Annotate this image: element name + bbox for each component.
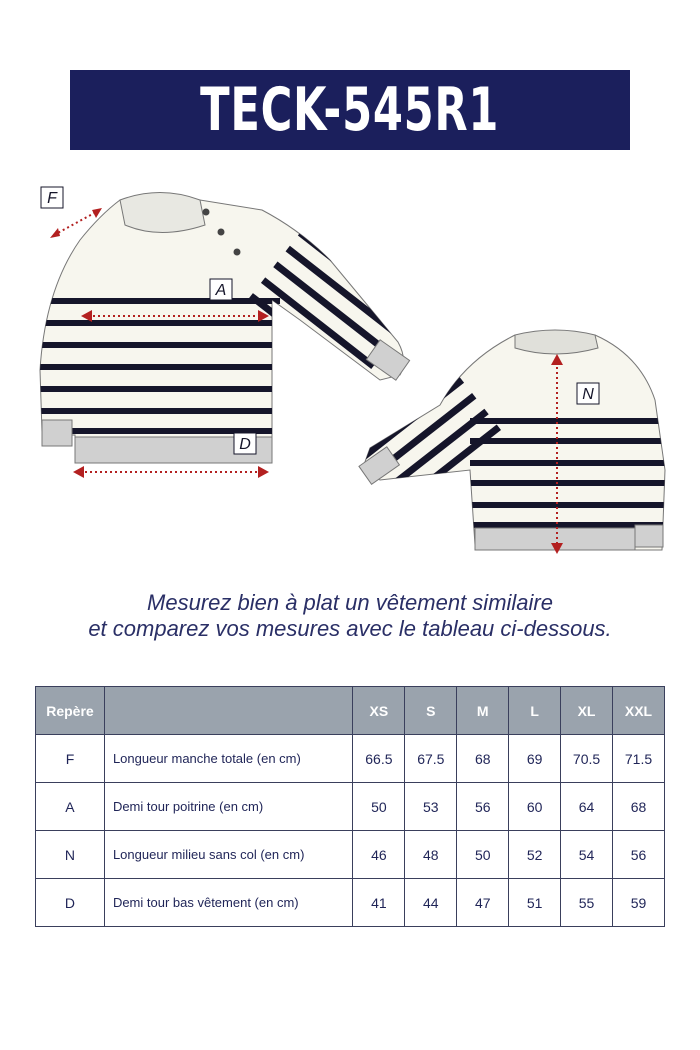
row-value: 67.5 — [405, 735, 457, 783]
marker-f: F — [47, 190, 57, 207]
row-value: 54 — [561, 831, 613, 879]
row-repere: A — [36, 783, 105, 831]
measurement-instructions — [0, 590, 700, 642]
header-size: S — [405, 687, 457, 735]
row-value: 48 — [405, 831, 457, 879]
header-label — [104, 687, 352, 735]
table-row — [36, 783, 665, 831]
row-repere: D — [36, 879, 105, 927]
header-size: XXL — [613, 687, 665, 735]
row-value: 52 — [509, 831, 561, 879]
row-value: 59 — [613, 879, 665, 927]
header-size: M — [457, 687, 509, 735]
row-value: 55 — [561, 879, 613, 927]
row-value: 68 — [457, 735, 509, 783]
sweater-illustration — [0, 170, 700, 570]
row-repere: F — [36, 735, 105, 783]
row-value: 56 — [613, 831, 665, 879]
marker-a: A — [215, 282, 227, 299]
row-value: 64 — [561, 783, 613, 831]
row-value: 47 — [457, 879, 509, 927]
row-value: 56 — [457, 783, 509, 831]
row-repere: N — [36, 831, 105, 879]
row-label: Longueur manche totale (en cm) — [104, 735, 352, 783]
row-value: 50 — [457, 831, 509, 879]
row-value: 41 — [353, 879, 405, 927]
row-label: Demi tour bas vêtement (en cm) — [104, 879, 352, 927]
row-value: 44 — [405, 879, 457, 927]
header-size: L — [509, 687, 561, 735]
table-header-row — [36, 687, 665, 735]
row-value: 66.5 — [353, 735, 405, 783]
marker-n: N — [582, 386, 594, 403]
instructions-line-2: et comparez vos mesures avec le tableau ci-dessous. — [88, 616, 612, 641]
instructions-line-1: Mesurez bien à plat un vêtement similaire — [147, 590, 553, 615]
table-row — [36, 735, 665, 783]
header-size: XL — [561, 687, 613, 735]
row-value: 51 — [509, 879, 561, 927]
row-value: 71.5 — [613, 735, 665, 783]
row-value: 53 — [405, 783, 457, 831]
size-table — [35, 686, 665, 927]
row-value: 69 — [509, 735, 561, 783]
marker-d: D — [239, 436, 251, 453]
table-row — [36, 831, 665, 879]
product-title: TECK-545R1 — [200, 75, 500, 145]
row-value: 70.5 — [561, 735, 613, 783]
row-value: 50 — [353, 783, 405, 831]
row-label: Longueur milieu sans col (en cm) — [104, 831, 352, 879]
row-value: 60 — [509, 783, 561, 831]
row-label: Demi tour poitrine (en cm) — [104, 783, 352, 831]
title-banner — [70, 70, 630, 150]
table-row — [36, 879, 665, 927]
row-value: 68 — [613, 783, 665, 831]
row-value: 46 — [353, 831, 405, 879]
front-sweater — [30, 193, 412, 464]
header-repere: Repère — [36, 687, 105, 735]
header-size: XS — [353, 687, 405, 735]
